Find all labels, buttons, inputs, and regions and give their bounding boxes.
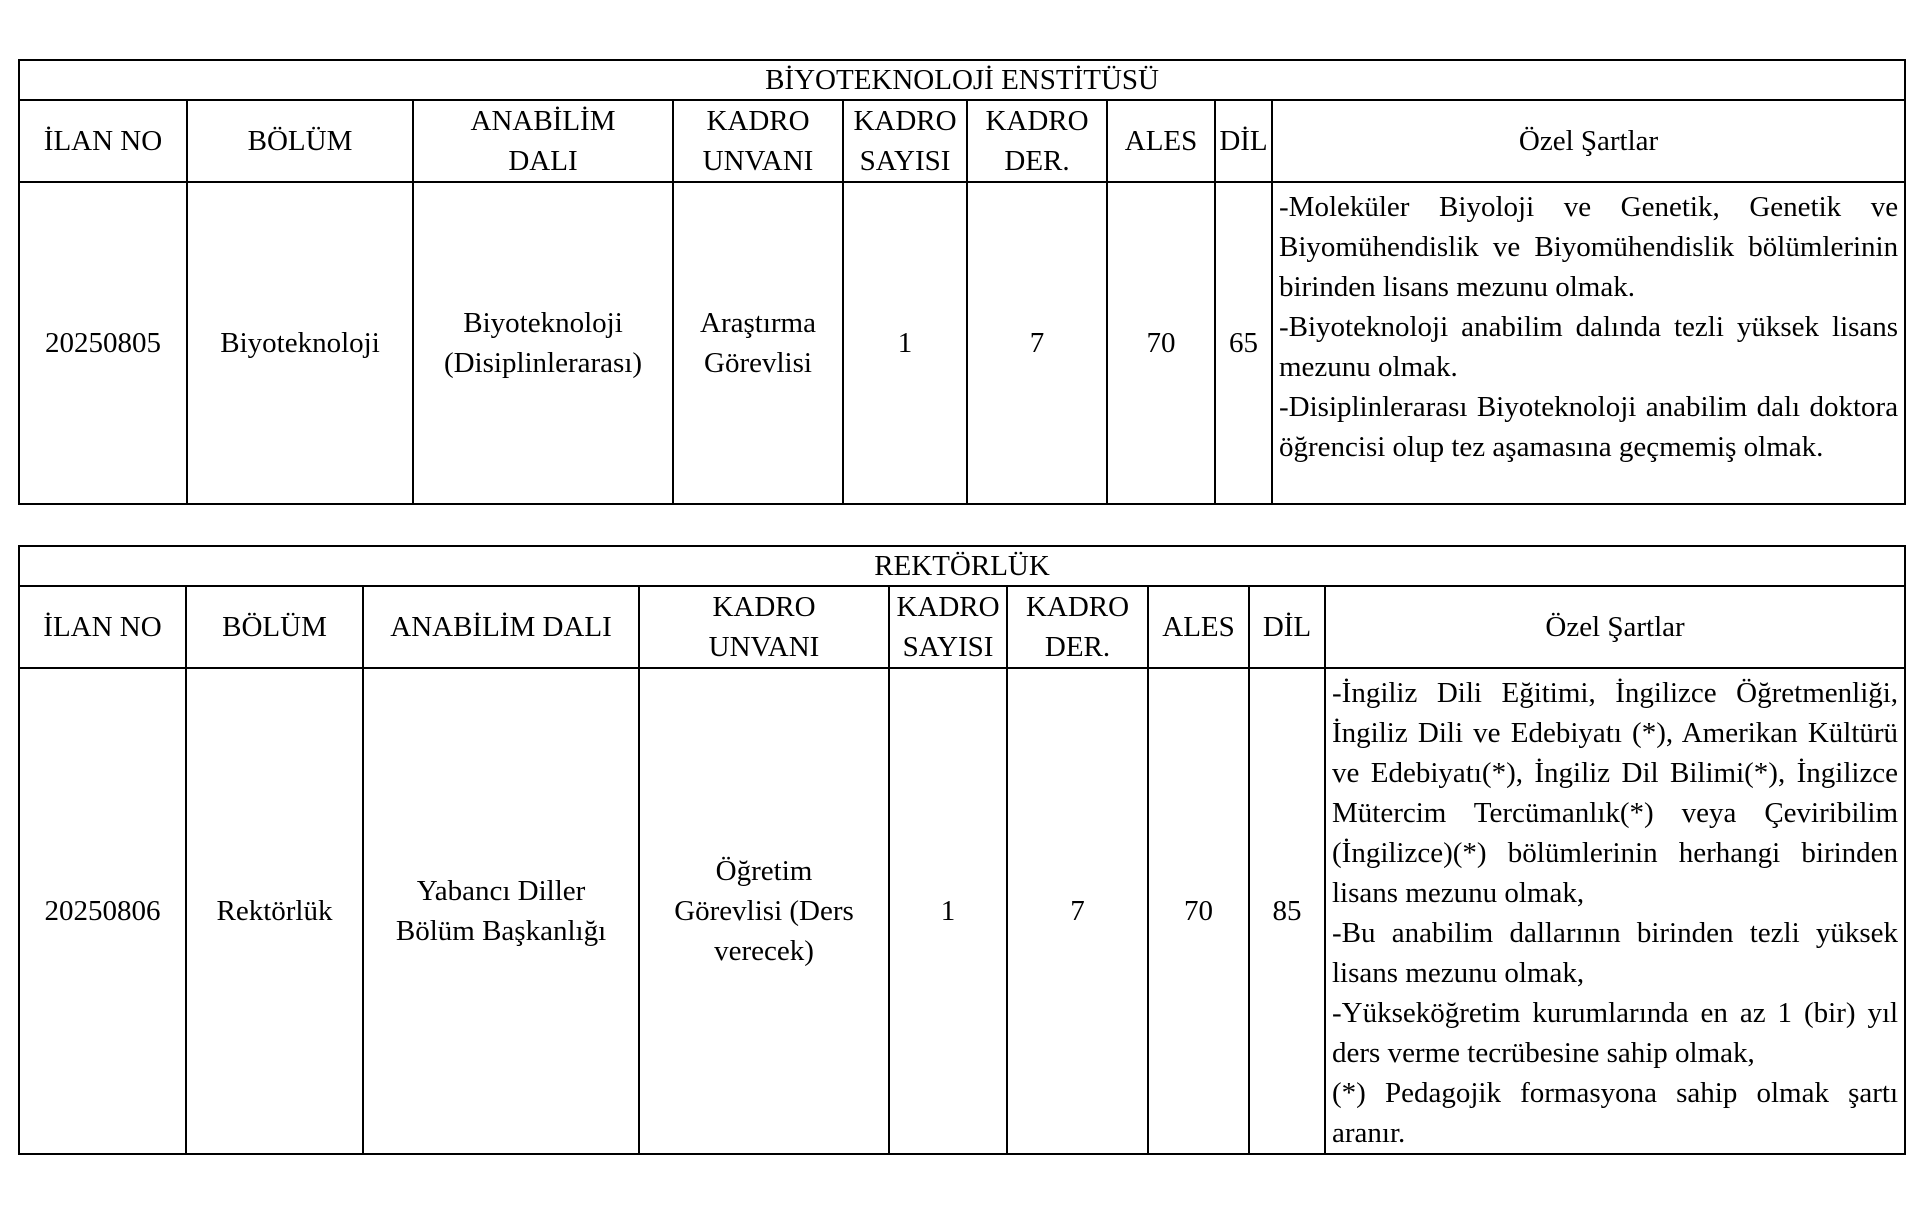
cell-ales: 70: [1107, 182, 1215, 504]
table-row: [19, 182, 1905, 504]
header-dil: DİL: [1215, 100, 1272, 182]
cell-kadro-unvani: Araştırma Görevlisi: [673, 182, 843, 504]
header-kadro-der: KADRO DER.: [1007, 586, 1148, 668]
requirement-line: -Moleküler Biyoloji ve Genetik, Genetik ve Biyomühendislik ve Biyomühendislik bölümlerinin birinden lisans mezunu olmak.: [1279, 191, 1899, 303]
cell-bolum: Rektörlük: [186, 668, 363, 1154]
header-ilan-no: İLAN NO: [19, 586, 186, 668]
cell-kadro-unvani: Öğretim Görevlisi (Ders verecek): [639, 668, 889, 1154]
header-anabilim-dali: ANABİLİM DALI: [413, 100, 673, 182]
header-bolum: BÖLÜM: [186, 586, 363, 668]
cell-kadro-sayisi: 1: [843, 182, 967, 504]
header-ozel-sartlar: Özel Şartlar: [1272, 100, 1905, 182]
cell-kadro-der: 7: [967, 182, 1107, 504]
cell-dil: 85: [1249, 668, 1325, 1154]
header-kadro-unvani: KADRO UNVANI: [673, 100, 843, 182]
table-title: REKTÖRLÜK: [19, 546, 1905, 586]
header-dil: DİL: [1249, 586, 1325, 668]
table-row: [19, 668, 1905, 1154]
header-ales: ALES: [1148, 586, 1249, 668]
header-bolum: BÖLÜM: [187, 100, 413, 182]
cell-ozel-sartlar: [1272, 182, 1905, 504]
cell-ilan-no: 20250805: [19, 182, 187, 504]
header-kadro-sayisi: KADRO SAYISI: [889, 586, 1007, 668]
requirement-line: (*) Pedagojik formasyona sahip olmak şartı aranır.: [1332, 1077, 1899, 1149]
cell-dil: 65: [1215, 182, 1272, 504]
header-ozel-sartlar: Özel Şartlar: [1325, 586, 1905, 668]
rektorluk-table: [18, 545, 1906, 1155]
cell-anabilim-dali: Biyoteknoloji (Disiplinlerarası): [413, 182, 673, 504]
requirement-line: -Yükseköğretim kurumlarında en az 1 (bir) yıl ders verme tecrübesine sahip olmak,: [1332, 997, 1899, 1069]
cell-ilan-no: 20250806: [19, 668, 186, 1154]
header-anabilim-dali: ANABİLİM DALI: [363, 586, 639, 668]
cell-anabilim-dali: Yabancı Diller Bölüm Başkanlığı: [363, 668, 639, 1154]
header-ilan-no: İLAN NO: [19, 100, 187, 182]
requirement-line: -Bu anabilim dallarının birinden tezli yüksek lisans mezunu olmak,: [1332, 917, 1899, 989]
header-ales: ALES: [1107, 100, 1215, 182]
header-kadro-der: KADRO DER.: [967, 100, 1107, 182]
cell-bolum: Biyoteknoloji: [187, 182, 413, 504]
cell-ales: 70: [1148, 668, 1249, 1154]
cell-kadro-sayisi: 1: [889, 668, 1007, 1154]
header-kadro-sayisi: KADRO SAYISI: [843, 100, 967, 182]
requirement-line: -Biyoteknoloji anabilim dalında tezli yüksek lisans mezunu olmak.: [1279, 311, 1899, 383]
cell-ozel-sartlar: [1325, 668, 1905, 1154]
biyoteknoloji-table: [18, 59, 1906, 505]
table-title: BİYOTEKNOLOJİ ENSTİTÜSÜ: [19, 60, 1905, 100]
header-kadro-unvani: KADRO UNVANI: [639, 586, 889, 668]
requirement-line: -İngiliz Dili Eğitimi, İngilizce Öğretmenliği, İngiliz Dili ve Edebiyatı (*), Amerikan Kültürü ve Edebiyatı(*), İngiliz Dil Bilimi(*), İngilizce Mütercim Tercümanlık(*) veya Çeviribilim (İngilizce)(*) bölümlerinin herhangi birinden lisans mezunu olmak,: [1332, 677, 1899, 909]
requirement-line: -Disiplinlerarası Biyoteknoloji anabilim dalı doktora öğrencisi olup tez aşamasına geçmemiş olmak.: [1279, 391, 1899, 463]
cell-kadro-der: 7: [1007, 668, 1148, 1154]
